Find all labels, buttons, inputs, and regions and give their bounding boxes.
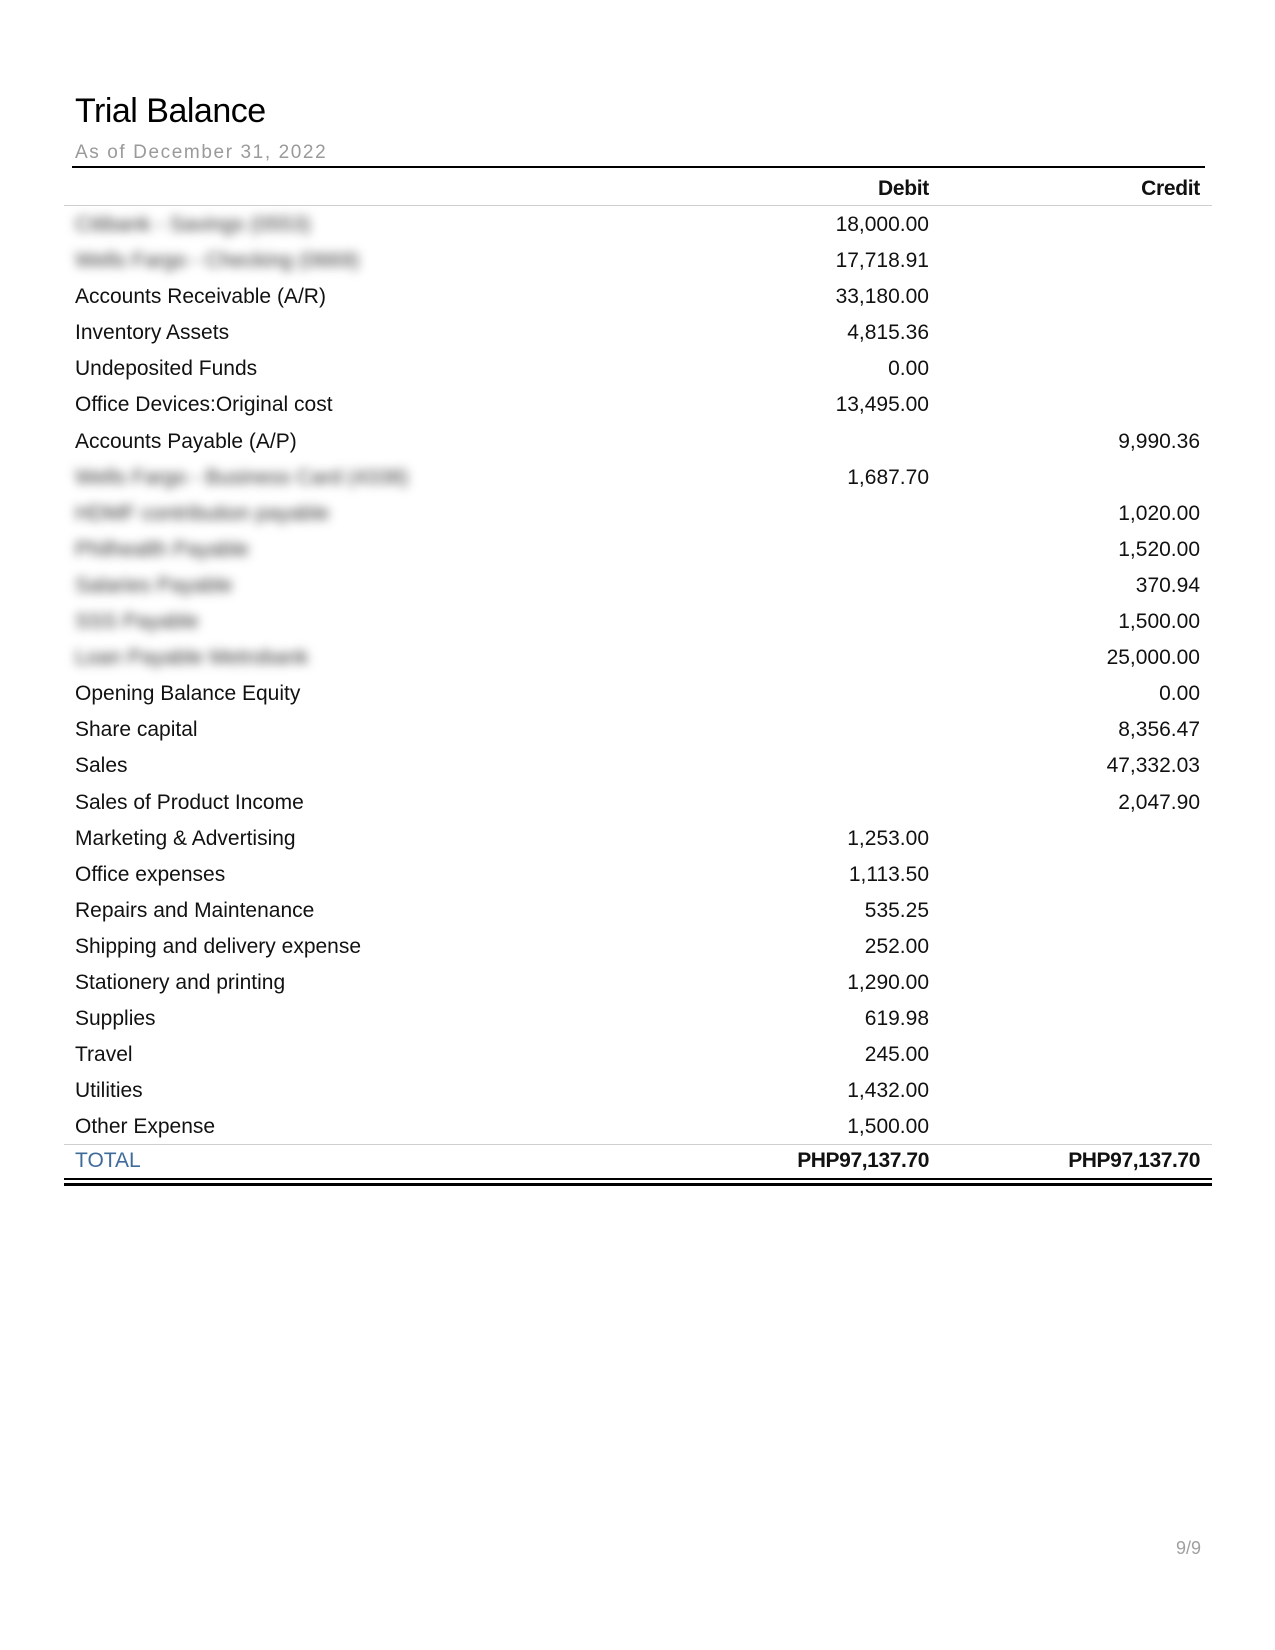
- debit-amount: 1,113.50: [848, 862, 929, 886]
- account-name: Marketing & Advertising: [75, 826, 296, 850]
- account-name: Shipping and delivery expense: [75, 934, 362, 958]
- table-row: [64, 423, 1212, 459]
- account-name: Philhealth Payable: [75, 537, 249, 561]
- table-row: [64, 1108, 1212, 1144]
- table-row: [64, 206, 1212, 242]
- table-row: [64, 856, 1212, 892]
- table-row: [64, 711, 1212, 747]
- total-row: [64, 1144, 1212, 1178]
- account-name: Office Devices:Original cost: [75, 393, 333, 417]
- total-credit: PHP97,137.70: [1068, 1149, 1200, 1173]
- credit-amount: 25,000.00: [1106, 646, 1200, 670]
- account-name: HDMF contribution payable: [75, 501, 330, 525]
- credit-amount: 9,990.36: [1118, 429, 1200, 453]
- account-name: Undeposited Funds: [75, 357, 258, 381]
- debit-amount: 4,815.36: [847, 321, 929, 345]
- table-row: [64, 675, 1212, 711]
- credit-amount: 1,020.00: [1118, 501, 1200, 525]
- debit-amount: 1,290.00: [847, 970, 929, 994]
- account-name: Opening Balance Equity: [75, 682, 301, 706]
- column-header-row: [64, 168, 1212, 206]
- debit-amount: 1,432.00: [847, 1079, 929, 1103]
- account-name: Sales of Product Income: [75, 790, 304, 814]
- account-name: Share capital: [75, 718, 198, 742]
- credit-amount: 370.94: [1135, 573, 1200, 597]
- account-name: Sales: [75, 754, 128, 778]
- debit-amount: 13,495.00: [835, 393, 929, 417]
- credit-amount: 8,356.47: [1118, 718, 1200, 742]
- table-row: [64, 784, 1212, 820]
- table-row: [64, 928, 1212, 964]
- debit-amount: 1,253.00: [847, 826, 929, 850]
- account-name: Other Expense: [75, 1115, 216, 1139]
- table-row: [64, 1000, 1212, 1036]
- credit-amount: 1,520.00: [1118, 537, 1200, 561]
- account-name: SSS Payable: [75, 610, 199, 634]
- debit-amount: 0.00: [888, 357, 929, 381]
- table-row: [64, 386, 1212, 422]
- account-name: Office expenses: [75, 862, 226, 886]
- debit-amount: 1,500.00: [847, 1115, 929, 1139]
- debit-amount: 245.00: [864, 1043, 929, 1067]
- account-name: Stationery and printing: [75, 970, 286, 994]
- total-debit: PHP97,137.70: [797, 1149, 929, 1173]
- total-double-rule-bottom: [64, 1183, 1212, 1186]
- table-row: [64, 350, 1212, 386]
- report-title: Trial Balance: [75, 92, 266, 130]
- table-row: [64, 495, 1212, 531]
- debit-amount: 1,687.70: [847, 465, 929, 489]
- debit-amount: 619.98: [864, 1007, 929, 1031]
- table-row: [64, 747, 1212, 783]
- debit-amount: 252.00: [864, 934, 929, 958]
- account-name: Wells Fargo - Business Card (4338): [75, 465, 409, 489]
- table-row: [64, 314, 1212, 350]
- debit-amount: 33,180.00: [835, 285, 929, 309]
- account-name: Utilities: [75, 1079, 143, 1103]
- table-row: [64, 459, 1212, 495]
- credit-amount: 0.00: [1159, 682, 1200, 706]
- account-rows: [64, 206, 1212, 1144]
- table-row: [64, 531, 1212, 567]
- credit-amount: 1,500.00: [1118, 610, 1200, 634]
- table-row: [64, 567, 1212, 603]
- trial-balance-table: [64, 168, 1212, 1186]
- debit-column-header: Debit: [877, 177, 929, 200]
- account-name: Loan Payable Metrobank: [75, 646, 309, 670]
- table-row: [64, 964, 1212, 1000]
- table-row: [64, 892, 1212, 928]
- table-row: [64, 639, 1212, 675]
- credit-amount: 2,047.90: [1118, 790, 1200, 814]
- table-row: [64, 1036, 1212, 1072]
- account-name: Supplies: [75, 1007, 156, 1031]
- credit-column-header: Credit: [1141, 177, 1200, 200]
- table-row: [64, 278, 1212, 314]
- total-double-rule-top: [64, 1178, 1212, 1180]
- total-label: TOTAL: [75, 1149, 141, 1173]
- account-name: Inventory Assets: [75, 321, 230, 345]
- credit-amount: 47,332.03: [1106, 754, 1200, 778]
- table-row: [64, 820, 1212, 856]
- table-row: [64, 242, 1212, 278]
- page-number: 9/9: [1175, 1538, 1201, 1558]
- report-date-subtitle: As of December 31, 2022: [75, 142, 328, 163]
- account-name: Salaries Payable: [75, 573, 233, 597]
- table-row: [64, 603, 1212, 639]
- debit-amount: 535.25: [864, 898, 929, 922]
- debit-amount: 18,000.00: [835, 213, 929, 236]
- account-name: Citibank - Savings (0553): [75, 213, 311, 236]
- table-row: [64, 1072, 1212, 1108]
- account-name: Accounts Payable (A/P): [75, 429, 297, 453]
- account-name: Repairs and Maintenance: [75, 898, 315, 922]
- debit-amount: 17,718.91: [835, 249, 929, 273]
- account-name: Wells Fargo - Checking (0669): [75, 249, 360, 273]
- account-name: Travel: [75, 1043, 133, 1067]
- account-name: Accounts Receivable (A/R): [75, 285, 326, 309]
